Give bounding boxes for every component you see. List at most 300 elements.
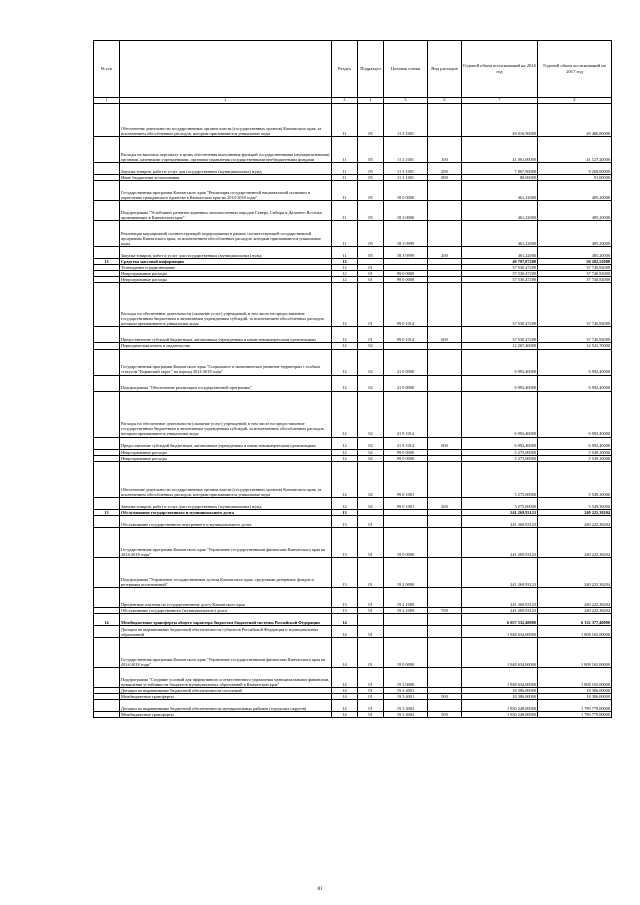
row-amount-2017: 485,20000 bbox=[538, 221, 612, 247]
row-section: 13 bbox=[332, 557, 358, 587]
row-section: 12 bbox=[332, 391, 358, 437]
row-name: Непрограммные расходы bbox=[120, 455, 332, 461]
row-amount-2016: 1 830 248,00000 bbox=[462, 712, 538, 718]
row-name: Государственная программа Камчатского края "Социальное и экономическое развитие территории с особым статусом "Корякский округ" на период 2014-2018 годы" bbox=[120, 349, 332, 375]
row-section: 12 bbox=[332, 349, 358, 375]
row-subsection: 01 bbox=[358, 277, 384, 283]
row-subsection: 01 bbox=[358, 694, 384, 700]
row-name: Обслуживание государственного внутреннего и муниципального долга bbox=[120, 515, 332, 527]
table-row bbox=[94, 527, 612, 557]
row-amount-2017: 37 740,82000 bbox=[538, 265, 612, 271]
row-amount-2017: 6 992,40000 bbox=[538, 375, 612, 391]
row-target: 99 0 1001 bbox=[384, 497, 428, 509]
table-body bbox=[94, 104, 612, 718]
row-amount-2017: 485,20000 bbox=[538, 247, 612, 259]
row-amount-2016: 1 830 248,00000 bbox=[462, 700, 538, 712]
row-name: Процентные платежи по государственному долгу Камчатского края bbox=[120, 587, 332, 607]
row-target: 19 3 0000 bbox=[384, 667, 428, 687]
row-target: 19 2 1009 bbox=[384, 587, 428, 607]
row-section: 13 bbox=[332, 515, 358, 527]
row-name: Государственная программа Камчатского края "Реализация государственной национальной политики и укрепление гражданского единства в Камчатском крае на 2014-2018 годы" bbox=[120, 181, 332, 201]
row-name: Предоставление субсидий бюджетным, автономным учреждениям и иным некоммерческим организациям bbox=[120, 327, 332, 343]
row-num: 14 bbox=[94, 613, 120, 625]
table-row bbox=[94, 221, 612, 247]
row-exp-type bbox=[428, 587, 462, 607]
row-name: Подпрограмма "Управление государственным долгом Камчатского края, средствами резервных фондов и резервами ассигнований" bbox=[120, 557, 332, 587]
row-amount-2017: 1 808 165,00000 bbox=[538, 637, 612, 667]
row-exp-type: 800 bbox=[428, 175, 462, 181]
row-subsection: 01 bbox=[358, 515, 384, 527]
row-num bbox=[94, 163, 120, 175]
header-exp-type: Вид расходов bbox=[428, 41, 462, 98]
row-num bbox=[94, 283, 120, 327]
row-section: 13 bbox=[332, 509, 358, 515]
row-num bbox=[94, 247, 120, 259]
table-row bbox=[94, 437, 612, 449]
row-num bbox=[94, 349, 120, 375]
row-amount-2017: 37 740,82000 bbox=[538, 277, 612, 283]
row-section: 13 bbox=[332, 587, 358, 607]
row-name: Государственная программа Камчатского края "Управление государственными финансами Камчатского края на 2014-2018 годы" bbox=[120, 527, 332, 557]
table-row bbox=[94, 104, 612, 137]
row-amount-2016: 241 269,93123 bbox=[462, 509, 538, 515]
row-exp-type bbox=[428, 201, 462, 221]
row-amount-2017: 50 282,52000 bbox=[538, 259, 612, 265]
row-section: 13 bbox=[332, 607, 358, 613]
row-exp-type: 500 bbox=[428, 712, 462, 718]
row-section: 12 bbox=[332, 271, 358, 277]
row-target: 11 3 1001 bbox=[384, 104, 428, 137]
row-section: 12 bbox=[332, 449, 358, 455]
row-target: 19 0 0000 bbox=[384, 527, 428, 557]
row-amount-2017: 91,00000 bbox=[538, 175, 612, 181]
row-section: 14 bbox=[332, 694, 358, 700]
row-exp-type: 600 bbox=[428, 327, 462, 343]
table-row bbox=[94, 637, 612, 667]
row-amount-2016: 88,00000 bbox=[462, 175, 538, 181]
header-section: Раздел bbox=[332, 41, 358, 98]
row-name: Обслуживание государственного и муниципального долга bbox=[120, 509, 332, 515]
col-number: 3 bbox=[332, 98, 358, 104]
row-amount-2016: 37 530,47200 bbox=[462, 265, 538, 271]
page-number: 81 bbox=[317, 887, 323, 892]
row-subsection: 01 bbox=[358, 712, 384, 718]
row-num bbox=[94, 461, 120, 497]
header-target: Целевая статья bbox=[384, 41, 428, 98]
row-amount-2017: 37 740,82000 bbox=[538, 283, 612, 327]
row-amount-2016: 49 797,87200 bbox=[462, 259, 538, 265]
row-target: 19 3 4002 bbox=[384, 700, 428, 712]
row-exp-type bbox=[428, 515, 462, 527]
row-name: Обеспечение деятельности государственных органов власти (государственных органов) Камчатского края, за исключением обособленных расходов, которым присваиваются уникальные коды bbox=[120, 461, 332, 497]
row-name: Реализация мероприятий соответствующей подпрограммы в рамках соответствующей государственной программы Камчатского края, за исключением обособленных расходов, которым присваиваются уникальные коды bbox=[120, 221, 332, 247]
row-section: 11 bbox=[332, 137, 358, 163]
row-section: 14 bbox=[332, 637, 358, 667]
row-amount-2017: 5 549,30000 bbox=[538, 449, 612, 455]
row-subsection: 05 bbox=[358, 175, 384, 181]
row-subsection: 01 bbox=[358, 637, 384, 667]
row-subsection: 01 bbox=[358, 527, 384, 557]
row-target: 99 0 0000 bbox=[384, 277, 428, 283]
row-amount-2017: 240 225,38204 bbox=[538, 607, 612, 613]
row-amount-2016: 461,22000 bbox=[462, 181, 538, 201]
row-section: 11 bbox=[332, 104, 358, 137]
table-row bbox=[94, 201, 612, 221]
row-name: Периодическая печать и издательства bbox=[120, 343, 332, 349]
row-amount-2016: 6 992,40000 bbox=[462, 437, 538, 449]
row-num: 12 bbox=[94, 259, 120, 265]
row-amount-2016: 241 269,93123 bbox=[462, 557, 538, 587]
table-row bbox=[94, 327, 612, 343]
row-amount-2016: 18 386,00000 bbox=[462, 694, 538, 700]
row-amount-2017: 6 132 377,40000 bbox=[538, 613, 612, 625]
table-row bbox=[94, 461, 612, 497]
row-target: 19 2 0000 bbox=[384, 557, 428, 587]
row-section: 12 bbox=[332, 283, 358, 327]
row-amount-2016: 5 275,00000 bbox=[462, 461, 538, 497]
row-target: 99 0 1001 bbox=[384, 461, 428, 497]
row-num bbox=[94, 201, 120, 221]
row-subsection: 01 bbox=[358, 667, 384, 687]
row-subsection: 01 bbox=[358, 587, 384, 607]
table-row bbox=[94, 557, 612, 587]
row-num bbox=[94, 375, 120, 391]
table-row bbox=[94, 712, 612, 718]
table-row bbox=[94, 181, 612, 201]
row-name: Дотации на выравнивание бюджетной обеспеченности муниципальных районов (городских округов) bbox=[120, 700, 332, 712]
row-section: 12 bbox=[332, 327, 358, 343]
row-amount-2017: 5 549,30000 bbox=[538, 455, 612, 461]
row-amount-2017: 37 740,82000 bbox=[538, 327, 612, 343]
row-section: 12 bbox=[332, 265, 358, 271]
header-row bbox=[94, 41, 612, 98]
row-amount-2017: 41 127,20000 bbox=[538, 137, 612, 163]
budget-sheet bbox=[93, 40, 611, 718]
row-exp-type bbox=[428, 283, 462, 327]
row-exp-type: 200 bbox=[428, 163, 462, 175]
table-row bbox=[94, 515, 612, 527]
row-name: Непрограммные расходы bbox=[120, 277, 332, 283]
row-amount-2016: 12 267,40000 bbox=[462, 343, 538, 349]
row-name: Межбюджетные трансферты bbox=[120, 712, 332, 718]
row-amount-2016: 41 061,00000 bbox=[462, 137, 538, 163]
row-amount-2017: 1 789 779,00000 bbox=[538, 712, 612, 718]
row-subsection: 02 bbox=[358, 437, 384, 449]
header-subsection: Подраздел bbox=[358, 41, 384, 98]
row-num bbox=[94, 712, 120, 718]
row-name: Подпрограмма "Устойчивое развитие коренных малочисленных народов Севера, Сибири и Дальнего Востока, проживающих в Камчатском крае" bbox=[120, 201, 332, 221]
row-section: 12 bbox=[332, 455, 358, 461]
row-amount-2017: 6 992,40000 bbox=[538, 349, 612, 375]
row-amount-2016: 461,22000 bbox=[462, 221, 538, 247]
header-name bbox=[120, 41, 332, 98]
row-name: Расходы на обеспечение деятельности (оказание услуг) учреждений, в том числе на предоставление государственным бюджетным и автономным учреждениям субсидий, за исключением обособленных расходов, которым присваиваются уникальные коды bbox=[120, 283, 332, 327]
row-target: 11 3 1001 bbox=[384, 137, 428, 163]
row-target: 21 9 1014 bbox=[384, 437, 428, 449]
row-amount-2017: 1 808 165,00000 bbox=[538, 625, 612, 637]
row-amount-2016: 18 386,00000 bbox=[462, 687, 538, 693]
row-name: Расходы на обеспечение деятельности (оказание услуг) учреждений, в том числе на предоставление государственным бюджетным и автономным учреждениям субсидий, за исключением обособленных расходов, которым присваиваются уникальные коды bbox=[120, 391, 332, 437]
row-target: 99 0 0000 bbox=[384, 271, 428, 277]
table-row bbox=[94, 283, 612, 327]
row-name: Обеспечение деятельности государственных органов власти (государственных органов) Камчатского края, за исключением обособленных расходов, которым присваиваются уникальные коды bbox=[120, 104, 332, 137]
row-num bbox=[94, 515, 120, 527]
row-target: 99 0 0000 bbox=[384, 449, 428, 455]
row-section: 14 bbox=[332, 712, 358, 718]
row-target: 19 0 0000 bbox=[384, 637, 428, 667]
row-name: Иные бюджетные ассигнования bbox=[120, 175, 332, 181]
budget-table bbox=[93, 40, 612, 718]
row-subsection bbox=[358, 613, 384, 625]
row-name: Непрограммные расходы bbox=[120, 271, 332, 277]
row-target: 11 3 1001 bbox=[384, 175, 428, 181]
row-amount-2017: 18 386,00000 bbox=[538, 694, 612, 700]
row-name: Телевидение и радиовещание bbox=[120, 265, 332, 271]
row-subsection: 02 bbox=[358, 349, 384, 375]
row-amount-2016: 241 269,93123 bbox=[462, 587, 538, 607]
row-exp-type bbox=[428, 375, 462, 391]
row-exp-type bbox=[428, 221, 462, 247]
header-2017: Годовой объем ассигнований на 2017 год bbox=[538, 41, 612, 98]
row-num bbox=[94, 557, 120, 587]
row-amount-2016: 1 848 634,00000 bbox=[462, 667, 538, 687]
row-amount-2017: 37 740,82000 bbox=[538, 271, 612, 277]
row-num bbox=[94, 497, 120, 509]
row-target: 11 3 1001 bbox=[384, 163, 428, 175]
row-exp-type bbox=[428, 391, 462, 437]
row-num bbox=[94, 104, 120, 137]
row-section: 11 bbox=[332, 221, 358, 247]
row-amount-2016: 37 530,47200 bbox=[462, 327, 538, 343]
row-amount-2016: 241 269,93123 bbox=[462, 515, 538, 527]
row-subsection: 01 bbox=[358, 607, 384, 613]
table-row bbox=[94, 587, 612, 607]
row-exp-type bbox=[428, 557, 462, 587]
row-num bbox=[94, 327, 120, 343]
row-target: 18 3 0000 bbox=[384, 201, 428, 221]
row-subsection: 05 bbox=[358, 137, 384, 163]
row-section: 12 bbox=[332, 277, 358, 283]
row-name: Дотации на выравнивание бюджетной обеспеченности субъектов Российской Федерации и муниципальных образований bbox=[120, 625, 332, 637]
col-number: 5 bbox=[384, 98, 428, 104]
row-exp-type bbox=[428, 104, 462, 137]
row-target: 21 9 0000 bbox=[384, 375, 428, 391]
row-target: 21 0 0000 bbox=[384, 349, 428, 375]
row-name: Средства массовой информации bbox=[120, 259, 332, 265]
row-amount-2016: 461,22000 bbox=[462, 201, 538, 221]
row-exp-type: 200 bbox=[428, 247, 462, 259]
row-num bbox=[94, 527, 120, 557]
table-row bbox=[94, 613, 612, 625]
row-section: 14 bbox=[332, 687, 358, 693]
row-num bbox=[94, 587, 120, 607]
table-row bbox=[94, 375, 612, 391]
row-name: Государственная программа Камчатского края "Управление государственными финансами Камчатского края на 2014-2018 годы" bbox=[120, 637, 332, 667]
table-row bbox=[94, 625, 612, 637]
row-target: 18 3 0999 bbox=[384, 221, 428, 247]
row-name: Предоставление субсидий бюджетным, автономным учреждениям и иным некоммерческим организациям bbox=[120, 437, 332, 449]
table-row bbox=[94, 667, 612, 687]
row-amount-2016: 37 530,47200 bbox=[462, 277, 538, 283]
table-row bbox=[94, 391, 612, 437]
header-num: № п/п bbox=[94, 41, 120, 98]
row-target: 19 3 4002 bbox=[384, 712, 428, 718]
row-exp-type bbox=[428, 613, 462, 625]
row-amount-2016: 461,22000 bbox=[462, 247, 538, 259]
row-section: 11 bbox=[332, 175, 358, 181]
table-row bbox=[94, 247, 612, 259]
row-section: 14 bbox=[332, 625, 358, 637]
row-amount-2016: 5 275,00000 bbox=[462, 455, 538, 461]
table-row bbox=[94, 700, 612, 712]
row-section: 11 bbox=[332, 163, 358, 175]
row-section: 12 bbox=[332, 437, 358, 449]
row-amount-2016: 37 530,47200 bbox=[462, 271, 538, 277]
row-subsection: 02 bbox=[358, 391, 384, 437]
row-amount-2017: 12 541,70000 bbox=[538, 343, 612, 349]
row-section: 12 bbox=[332, 343, 358, 349]
row-subsection: 05 bbox=[358, 201, 384, 221]
row-name: Закупка товаров, работ и услуг для государственных (муниципальных) нужд bbox=[120, 497, 332, 509]
row-name: Дотации на выравнивание бюджетной обеспеченности поселений bbox=[120, 687, 332, 693]
row-amount-2017: 240 225,38204 bbox=[538, 587, 612, 607]
col-number: 1 bbox=[94, 98, 120, 104]
row-amount-2016: 6 992,40000 bbox=[462, 349, 538, 375]
header-2016: Годовой объем ассигнований на 2016 год bbox=[462, 41, 538, 98]
row-subsection: 02 bbox=[358, 497, 384, 509]
row-exp-type: 700 bbox=[428, 607, 462, 613]
row-amount-2017: 240 225,38204 bbox=[538, 509, 612, 515]
row-amount-2017: 6 992,40000 bbox=[538, 437, 612, 449]
row-target: 99 0 1014 bbox=[384, 283, 428, 327]
row-num bbox=[94, 700, 120, 712]
row-exp-type: 500 bbox=[428, 694, 462, 700]
table-row bbox=[94, 137, 612, 163]
row-amount-2016: 6 057 532,40000 bbox=[462, 613, 538, 625]
row-amount-2017: 18 386,00000 bbox=[538, 687, 612, 693]
row-subsection: 02 bbox=[358, 375, 384, 391]
col-number: 2 bbox=[120, 98, 332, 104]
row-name: Закупка товаров, работ и услуг для государственных (муниципальных) нужд bbox=[120, 163, 332, 175]
row-exp-type bbox=[428, 700, 462, 712]
col-number: 6 bbox=[428, 98, 462, 104]
row-subsection: 01 bbox=[358, 557, 384, 587]
row-num: 13 bbox=[94, 509, 120, 515]
col-number: 8 bbox=[538, 98, 612, 104]
row-amount-2016: 241 269,93123 bbox=[462, 607, 538, 613]
row-exp-type bbox=[428, 349, 462, 375]
row-amount-2016: 5 275,00000 bbox=[462, 449, 538, 455]
row-subsection: 05 bbox=[358, 221, 384, 247]
row-amount-2017: 240 225,38204 bbox=[538, 515, 612, 527]
row-amount-2016: 6 992,40000 bbox=[462, 391, 538, 437]
row-name: Закупка товаров, работ и услуг для государственных (муниципальных) нужд bbox=[120, 247, 332, 259]
row-section: 13 bbox=[332, 527, 358, 557]
row-num bbox=[94, 221, 120, 247]
row-subsection: 01 bbox=[358, 327, 384, 343]
row-target: 99 0 1014 bbox=[384, 327, 428, 343]
row-amount-2017: 5 549,30000 bbox=[538, 461, 612, 497]
row-target: 18 3 0999 bbox=[384, 247, 428, 259]
row-subsection: 05 bbox=[358, 104, 384, 137]
row-exp-type: 100 bbox=[428, 137, 462, 163]
row-target: 19 2 1009 bbox=[384, 607, 428, 613]
row-section: 12 bbox=[332, 497, 358, 509]
row-target: 99 0 0000 bbox=[384, 455, 428, 461]
row-subsection: 05 bbox=[358, 163, 384, 175]
row-section: 12 bbox=[332, 375, 358, 391]
row-section: 12 bbox=[332, 461, 358, 497]
row-num bbox=[94, 391, 120, 437]
row-name: Межбюджетные трансферты bbox=[120, 694, 332, 700]
row-target bbox=[384, 613, 428, 625]
row-target bbox=[384, 515, 428, 527]
row-subsection: 02 bbox=[358, 461, 384, 497]
row-subsection: 01 bbox=[358, 625, 384, 637]
row-section: 14 bbox=[332, 613, 358, 625]
row-exp-type: 600 bbox=[428, 437, 462, 449]
row-name: Межбюджетные трансферты общего характера бюджетам бюджетной системы Российской Федерации bbox=[120, 613, 332, 625]
row-subsection: 01 bbox=[358, 700, 384, 712]
row-target: 19 3 4001 bbox=[384, 694, 428, 700]
table-row bbox=[94, 349, 612, 375]
row-section: 11 bbox=[332, 247, 358, 259]
col-number: 4 bbox=[358, 98, 384, 104]
table-row bbox=[94, 163, 612, 175]
row-target: 21 9 1014 bbox=[384, 391, 428, 437]
row-amount-2017: 1 789 779,00000 bbox=[538, 700, 612, 712]
row-amount-2016: 37 530,47200 bbox=[462, 283, 538, 327]
row-subsection: 02 bbox=[358, 455, 384, 461]
table-row bbox=[94, 497, 612, 509]
row-amount-2017: 1 808 165,00000 bbox=[538, 667, 612, 687]
row-num bbox=[94, 667, 120, 687]
row-amount-2017: 49 486,80000 bbox=[538, 104, 612, 137]
row-amount-2016: 5 275,00000 bbox=[462, 497, 538, 509]
row-subsection: 01 bbox=[358, 283, 384, 327]
row-subsection: 05 bbox=[358, 181, 384, 201]
row-exp-type bbox=[428, 667, 462, 687]
row-amount-2017: 6 992,40000 bbox=[538, 391, 612, 437]
row-name: Расходы на выплаты персоналу в целях обеспечения выполнения функций государственными (муниципальными) органами, казенными учреждениями, органами управления государственными внебюджетными фондами bbox=[120, 137, 332, 163]
row-amount-2017: 240 225,38204 bbox=[538, 527, 612, 557]
row-exp-type: 200 bbox=[428, 497, 462, 509]
row-name: Подпрограмма "Создание условий для эффективного и ответственного управления муниципальными финансами, повышения устойчивости бюджетов муниципальных образований в Камчатском крае" bbox=[120, 667, 332, 687]
row-target: 19 3 4001 bbox=[384, 687, 428, 693]
row-section: 11 bbox=[332, 181, 358, 201]
row-amount-2016: 241 269,93123 bbox=[462, 527, 538, 557]
row-num bbox=[94, 181, 120, 201]
row-name: Обслуживание государственного (муниципального) долга bbox=[120, 607, 332, 613]
row-name: Подпрограмма "Обеспечение реализации государственной программы" bbox=[120, 375, 332, 391]
row-amount-2016: 1 848 634,00000 bbox=[462, 625, 538, 637]
row-subsection: 02 bbox=[358, 343, 384, 349]
row-amount-2016: 1 848 634,00000 bbox=[462, 637, 538, 667]
row-subsection: 01 bbox=[358, 265, 384, 271]
row-amount-2016: 6 992,40000 bbox=[462, 375, 538, 391]
row-subsection: 05 bbox=[358, 247, 384, 259]
row-target bbox=[384, 625, 428, 637]
row-amount-2017: 240 225,38204 bbox=[538, 557, 612, 587]
row-section: 14 bbox=[332, 667, 358, 687]
row-amount-2016: 49 016,90000 bbox=[462, 104, 538, 137]
row-name: Непрограммные расходы bbox=[120, 449, 332, 455]
row-section: 12 bbox=[332, 259, 358, 265]
row-amount-2017: 5 549,30000 bbox=[538, 497, 612, 509]
row-num bbox=[94, 137, 120, 163]
row-subsection: 01 bbox=[358, 687, 384, 693]
row-exp-type bbox=[428, 461, 462, 497]
